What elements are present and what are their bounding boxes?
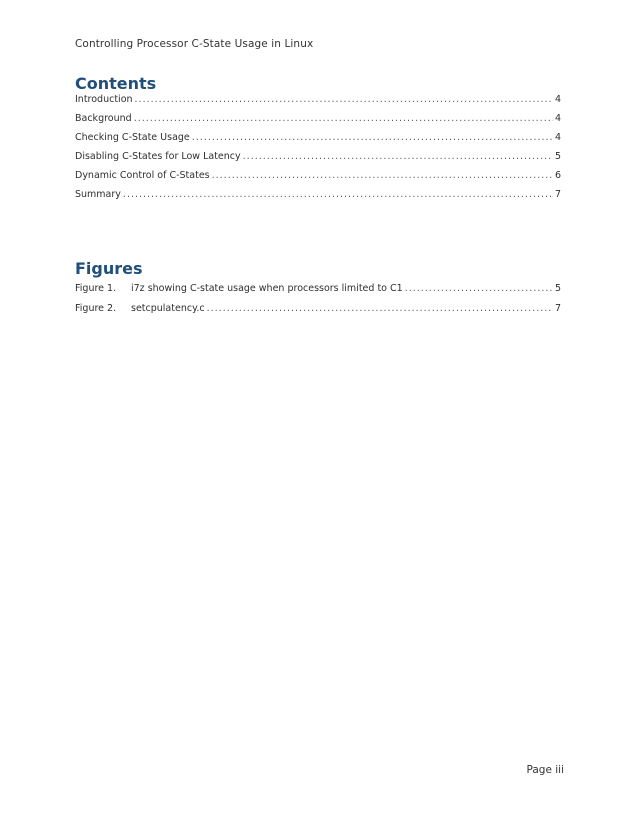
running-header: Controlling Processor C-State Usage in Linux: [75, 38, 314, 50]
figures-list: [75, 283, 561, 323]
toc-entry-page: 7: [554, 189, 561, 200]
figure-entry-2[interactable]: [75, 303, 561, 323]
toc-entry-checking-c-state-usage[interactable]: [75, 132, 561, 151]
dot-leader: [212, 170, 553, 181]
figure-number: Figure 1.: [75, 283, 117, 294]
figure-page: 5: [554, 283, 561, 294]
dot-leader: [405, 283, 553, 294]
toc-entry-label: Introduction: [75, 94, 133, 105]
dot-leader: [123, 189, 553, 200]
figure-caption: i7z showing C-state usage when processors limited to C1: [131, 283, 403, 294]
toc-entry-page: 4: [554, 94, 561, 105]
toc-entry-disabling-c-states[interactable]: [75, 151, 561, 170]
dot-leader: [243, 151, 553, 162]
figure-number: Figure 2.: [75, 303, 117, 314]
toc-entry-background[interactable]: [75, 113, 561, 132]
figures-heading: Figures: [75, 259, 143, 278]
dot-leader: [207, 303, 553, 314]
toc-entry-summary[interactable]: [75, 189, 561, 208]
toc-entry-label: Background: [75, 113, 132, 124]
toc-entry-label: Checking C-State Usage: [75, 132, 190, 143]
dot-leader: [134, 113, 553, 124]
dot-leader: [192, 132, 553, 143]
toc-entry-page: 4: [554, 132, 561, 143]
toc-entry-page: 4: [554, 113, 561, 124]
figure-entry-1[interactable]: [75, 283, 561, 303]
contents-heading: Contents: [75, 74, 157, 93]
dot-leader: [135, 94, 553, 105]
toc-entry-page: 6: [554, 170, 561, 181]
figure-page: 7: [554, 303, 561, 314]
figure-caption: setcpulatency.c: [131, 303, 205, 314]
toc-entry-label: Disabling C-States for Low Latency: [75, 151, 241, 162]
page-number: Page iii: [526, 764, 564, 776]
toc-entry-label: Dynamic Control of C-States: [75, 170, 210, 181]
toc-entry-introduction[interactable]: [75, 94, 561, 113]
contents-list: [75, 94, 561, 208]
toc-entry-label: Summary: [75, 189, 121, 200]
toc-entry-dynamic-control[interactable]: [75, 170, 561, 189]
toc-entry-page: 5: [554, 151, 561, 162]
